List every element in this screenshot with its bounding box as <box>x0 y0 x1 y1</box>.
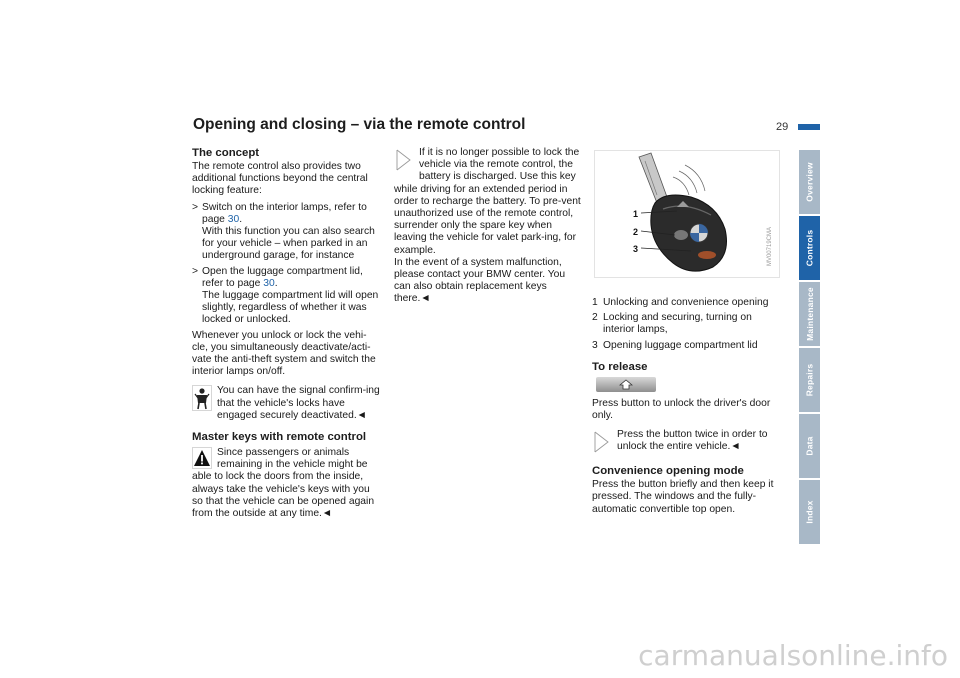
section-tabs <box>799 150 820 546</box>
tab-maintenance[interactable] <box>799 282 820 346</box>
callout-1: 1 <box>633 209 639 219</box>
caption-number: 3 <box>592 339 598 351</box>
caption-number: 1 <box>592 297 598 308</box>
bullet-subtext: The luggage compartment lid will open slightly, regardless of whether it was locked or unlocked. <box>202 290 379 326</box>
tab-index[interactable] <box>799 480 820 544</box>
bullet-text: Open the luggage compartment lid, refer to page <box>202 265 363 289</box>
intro-text: The remote control also provides two additional functions beyond the central locking feature: <box>192 161 368 197</box>
bullet-text-end: . <box>239 213 243 225</box>
page-number-bar <box>798 124 820 130</box>
convenience-text: Press the button briefly and then keep it pressed. The windows and the fully-automatic convertible top open. <box>592 479 774 515</box>
unlock-note-text: Press the button twice in order to unlock the entire vehicle.◄ <box>617 429 768 453</box>
mechanic-icon <box>192 385 212 411</box>
footer <box>0 632 960 678</box>
tab-label: Data <box>804 436 815 456</box>
tab-label: Controls <box>804 229 815 267</box>
tab-label: Repairs <box>804 363 815 397</box>
column-3 <box>592 150 786 520</box>
battery-note <box>394 147 584 306</box>
bullet-marker: > <box>192 265 199 277</box>
unlock-arrow-icon <box>619 379 633 390</box>
warning-note <box>192 447 382 520</box>
tab-data[interactable] <box>799 414 820 478</box>
remote-key-figure <box>594 150 780 278</box>
tab-label: Index <box>804 500 815 524</box>
unlock-note <box>592 429 786 456</box>
tab-label: Maintenance <box>804 287 815 341</box>
caption-2 <box>592 312 786 336</box>
battery-note-text: If it is no longer possible to lock the vehicle via the remote control, the battery is discharged. Use this key while driving for an extended period in order to recharge the battery. To pre-vent unauthorized use of the remote control, surrender only the spare key when leaving the vehicle for valet park-ing, for example. <box>394 147 581 256</box>
bullet-marker: > <box>192 201 199 213</box>
bullet-luggage-compartment <box>192 266 382 327</box>
page-link-30[interactable]: 30 <box>263 277 275 289</box>
bullet-text-end: . <box>274 277 278 289</box>
heading-to-release: To release <box>592 360 648 373</box>
malfunction-text: In the event of a system malfunction, please contact your BMW center. You can also obtain replacement keys there.◄ <box>394 256 566 305</box>
caption-text: Opening luggage compartment lid <box>603 339 758 351</box>
column-2 <box>394 146 584 306</box>
callout-2: 2 <box>633 227 639 237</box>
page-title: Opening and closing – via the remote control <box>193 116 526 133</box>
service-note <box>192 385 382 422</box>
callout-3: 3 <box>633 244 639 254</box>
caption-text: Locking and securing, turning on interior lamps, <box>603 312 752 336</box>
tab-overview[interactable] <box>799 150 820 214</box>
column-1 <box>192 146 382 520</box>
watermark: carmanualsonline.info <box>638 638 948 672</box>
release-text: Press button to unlock the driver's door only. <box>592 397 771 422</box>
anti-theft-text: Whenever you unlock or lock the vehi-cle, you simultaneously deactivate/acti-vate the anti-theft system and switch the interior lamps on/off. <box>192 329 376 378</box>
caption-text: Unlocking and convenience opening <box>603 297 769 308</box>
warning-note-text: Since passengers or animals remaining in the vehicle might be able to lock the doors from the inside, always take the vehicle's keys with you so that the vehicle can be opened again from the outside at any time.◄ <box>192 447 375 520</box>
heading-the-concept: The concept <box>192 147 260 159</box>
heading-master-keys: Master keys with remote control <box>192 431 367 444</box>
note-arrow-icon <box>592 429 612 455</box>
figure-code: MV00719CMA <box>766 227 773 267</box>
caption-1 <box>592 297 786 309</box>
heading-convenience-opening: Convenience opening mode <box>592 465 744 478</box>
unlock-button-graphic <box>596 377 656 392</box>
service-note-text: You can have the signal confirm-ing that the vehicle's locks have engaged securely deactivated.◄ <box>217 385 380 421</box>
caption-3 <box>592 340 786 352</box>
page-number: 29 <box>776 121 789 133</box>
remote-key-illustration <box>595 151 779 277</box>
bullet-subtext: With this function you can also search for your vehicle – when parked in an underground garage, for instance <box>202 226 375 262</box>
tab-repairs[interactable] <box>799 348 820 412</box>
tab-label: Overview <box>804 162 815 202</box>
tab-controls[interactable] <box>799 216 820 280</box>
page-link-30[interactable]: 30 <box>227 213 240 225</box>
bullet-interior-lamps <box>192 202 382 263</box>
warning-icon <box>192 447 212 469</box>
caption-number: 2 <box>592 312 598 324</box>
note-arrow-icon <box>394 147 414 173</box>
bullet-text: Switch on the interior lamps, refer to page <box>202 201 367 225</box>
